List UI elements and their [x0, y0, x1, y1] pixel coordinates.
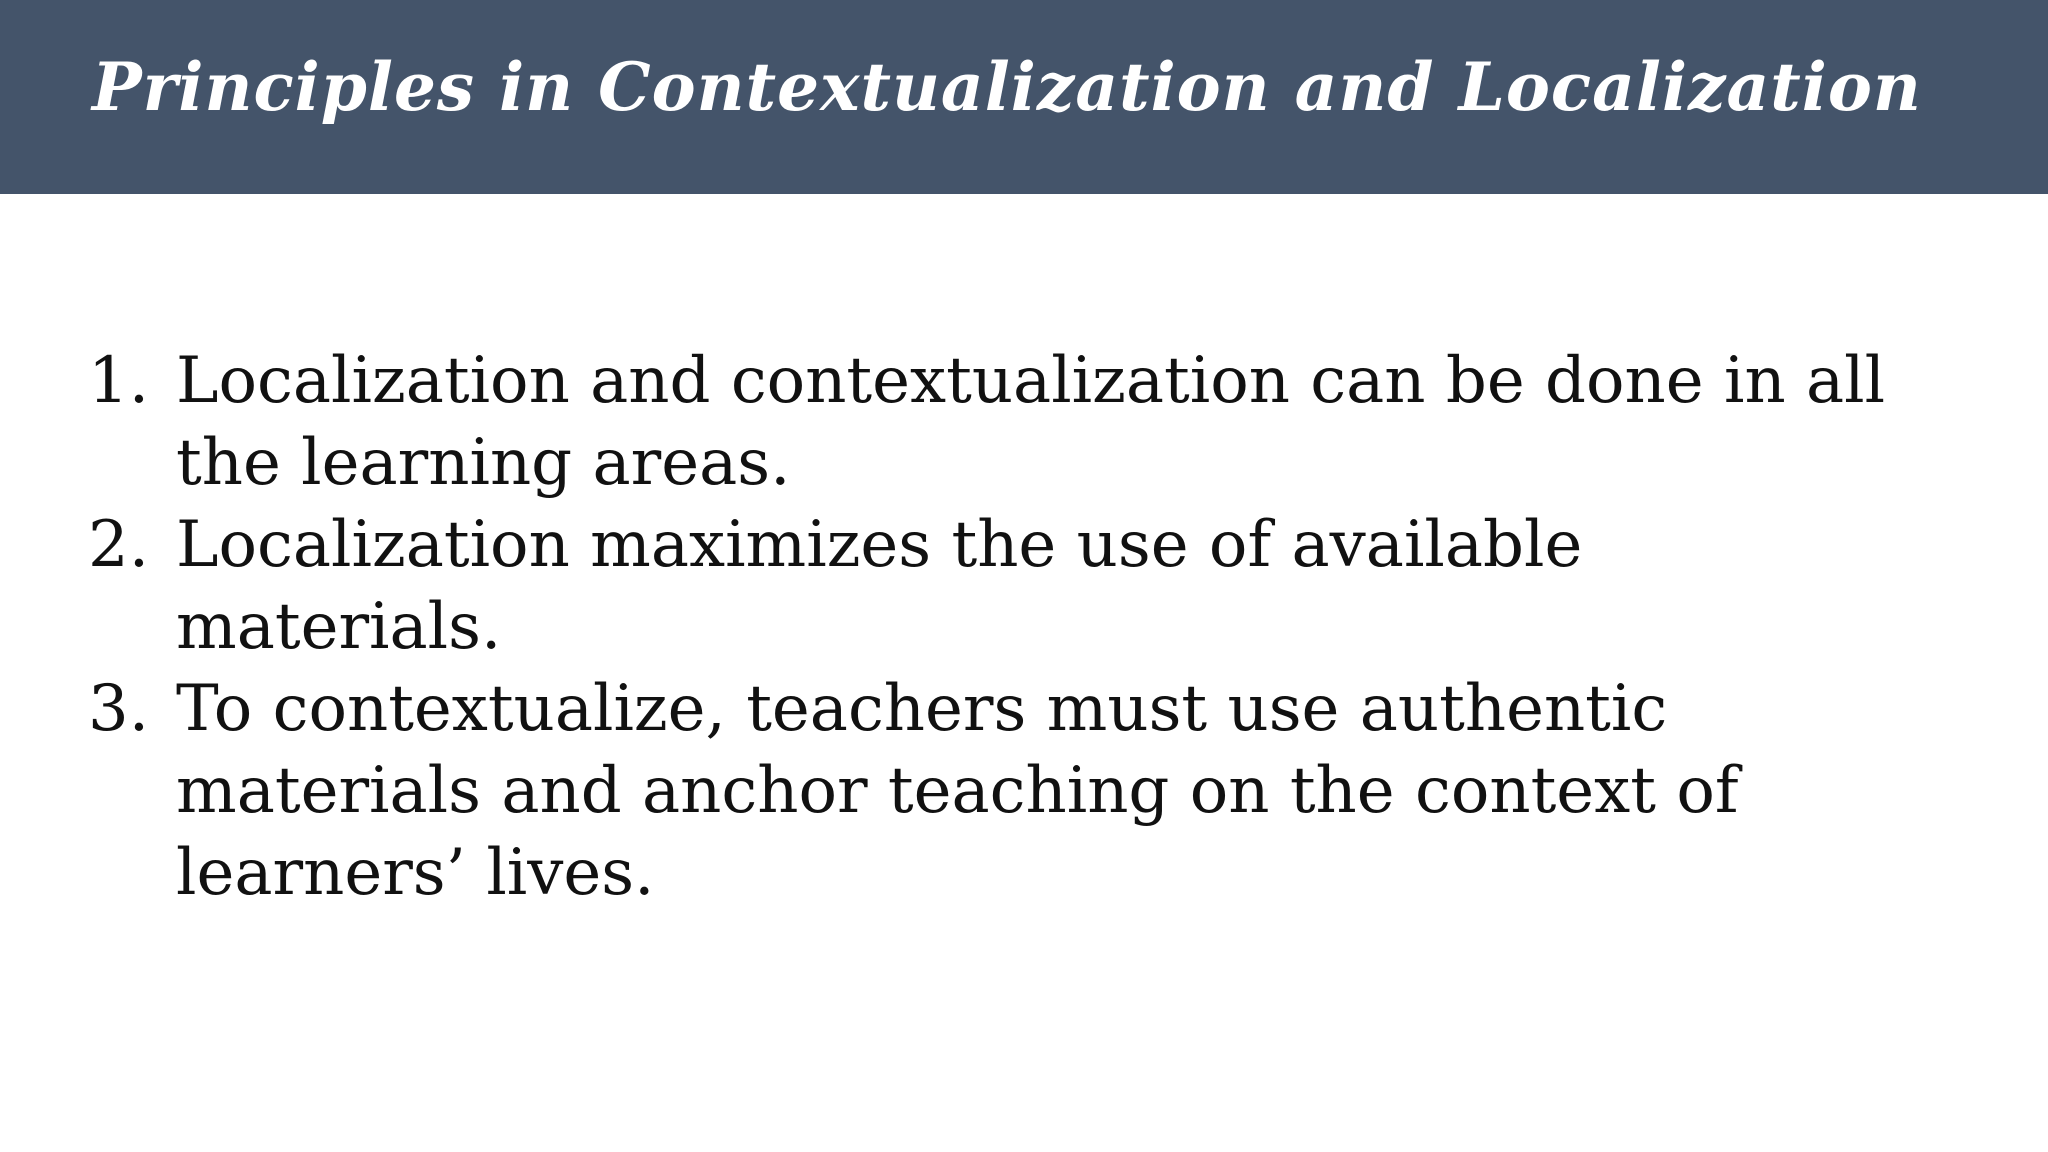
list-item-line: To contextualize, teachers must use authentic	[176, 672, 1668, 746]
list-item-line: Localization maximizes the use of available	[176, 508, 1583, 582]
list-item-number: 1.	[88, 344, 150, 418]
list-item-number: 2.	[88, 508, 150, 582]
list-item-line: learners’ lives.	[176, 836, 655, 910]
list-item-number: 3.	[88, 672, 150, 746]
list-item-line: the learning areas.	[176, 426, 791, 500]
list-item-3	[88, 668, 1988, 914]
slide-title: Principles in Contextualization and Localization	[92, 48, 1922, 126]
title-bar	[0, 0, 2048, 194]
list-item-line: materials and anchor teaching on the context of	[176, 754, 1739, 828]
principles-list	[88, 340, 1988, 914]
list-item-1	[88, 340, 1988, 504]
list-item-line: materials.	[176, 590, 502, 664]
list-item-line: Localization and contextualization can be done in all	[176, 344, 1886, 418]
list-item-2	[88, 504, 1988, 668]
